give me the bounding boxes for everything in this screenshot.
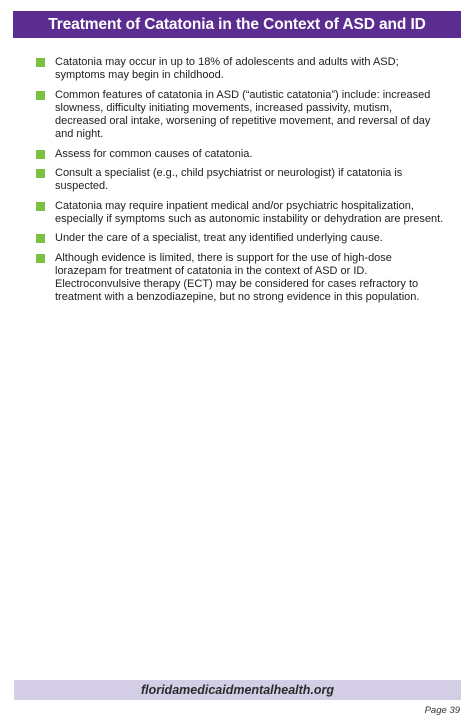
list-item — [36, 167, 446, 194]
list-item-text: Consult a specialist (e.g., child psychiatrist or neurologist) if catatonia is suspected. — [55, 167, 403, 193]
footer-website: floridamedicaidmentalhealth.org — [14, 680, 461, 700]
list-item — [36, 252, 446, 305]
list-item — [36, 56, 446, 83]
square-bullet-icon — [36, 234, 45, 243]
square-bullet-icon — [36, 169, 45, 178]
list-item — [36, 232, 446, 245]
square-bullet-icon — [36, 254, 45, 263]
page-title: Treatment of Catatonia in the Context of ASD and ID — [13, 11, 461, 38]
square-bullet-icon — [36, 150, 45, 159]
list-item-text: Assess for common causes of catatonia. — [55, 147, 253, 160]
list-item — [36, 89, 446, 142]
square-bullet-icon — [36, 58, 45, 67]
list-item-text: Catatonia may require inpatient medical and/or psychiatric hospitalization, especially if symptoms such as autonomic instability or dehydration are present. — [55, 199, 444, 225]
square-bullet-icon — [36, 202, 45, 211]
bullet-list — [36, 56, 446, 311]
list-item-text: Although evidence is limited, there is support for the use of high-dose lorazepam for treatment of catatonia in the context of ASD or ID. Electroconvulsive therapy (ECT) may be considered for cases refractory to treatment with a benzodiazepine, but no strong evidence in this population. — [55, 251, 420, 304]
square-bullet-icon — [36, 91, 45, 100]
list-item — [36, 200, 446, 227]
list-item — [36, 148, 446, 161]
list-item-text: Under the care of a specialist, treat any identified underlying cause. — [55, 232, 383, 245]
page-number: Page 39 — [424, 705, 460, 716]
list-item-text: Catatonia may occur in up to 18% of adolescents and adults with ASD; symptoms may begin in childhood. — [55, 56, 399, 82]
list-item-text: Common features of catatonia in ASD (“autistic catatonia”) include: increased slowness, difficulty initiating movements, increased passivity, mutism, decreased oral intake, worsening of repetitive movement, and reversal of day and night. — [55, 88, 431, 141]
